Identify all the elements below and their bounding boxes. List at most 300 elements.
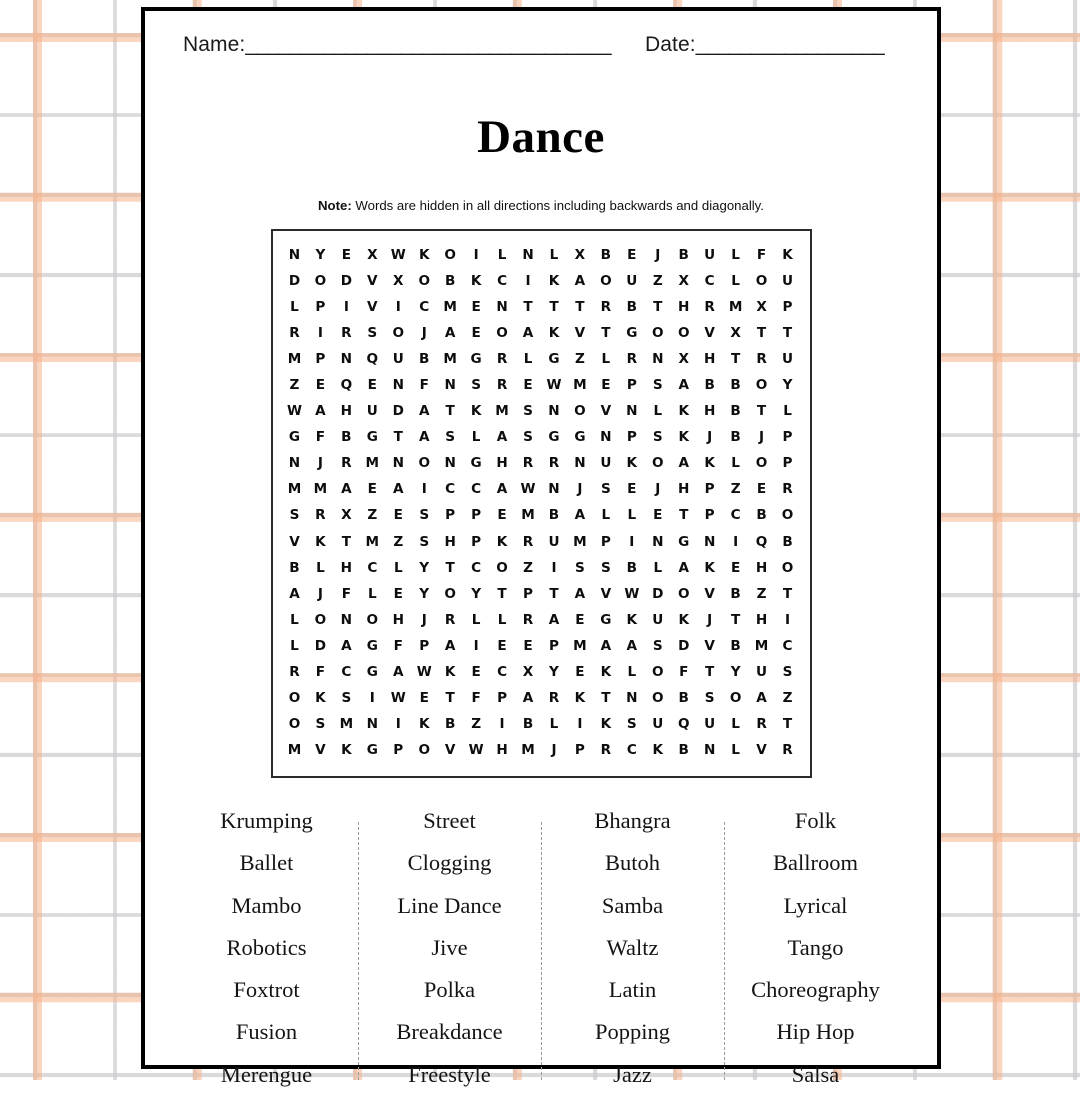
grid-cell[interactable]: M [287,481,302,498]
grid-cell[interactable]: L [471,429,481,446]
grid-cell[interactable]: C [367,559,378,576]
grid-cell[interactable]: K [600,663,612,680]
grid-cell[interactable]: E [575,663,585,680]
grid-cell[interactable]: S [445,429,456,446]
grid-cell[interactable]: M [443,299,457,316]
grid-cell[interactable]: R [496,377,508,394]
grid-cell[interactable]: V [756,741,767,758]
grid-cell[interactable]: G [600,611,612,628]
grid-cell[interactable]: K [315,533,326,550]
grid-cell[interactable]: A [626,637,638,654]
grid-cell[interactable]: C [730,507,741,524]
grid-cell[interactable]: A [574,273,586,290]
grid-cell[interactable]: K [678,429,689,446]
grid-cell[interactable]: O [677,325,690,342]
grid-cell[interactable]: A [678,559,689,576]
grid-cell[interactable]: O [418,273,430,290]
grid-cell[interactable]: T [549,585,559,602]
grid-cell[interactable]: L [549,715,559,732]
grid-cell[interactable]: V [289,533,300,550]
grid-cell[interactable]: V [367,273,378,290]
grid-cell[interactable]: F [315,663,326,680]
grid-cell[interactable]: E [756,481,767,498]
grid-cell[interactable]: S [367,325,378,342]
word-list-item[interactable]: Foxtrot [233,977,300,1003]
grid-cell[interactable]: N [288,455,301,472]
grid-cell[interactable]: Z [367,507,378,524]
grid-cell[interactable]: B [730,585,741,602]
grid-cell[interactable]: D [340,273,353,290]
grid-cell[interactable]: O [781,559,794,576]
grid-cell[interactable]: E [523,377,533,394]
grid-cell[interactable]: E [497,507,507,524]
grid-cell[interactable]: P [548,637,559,654]
grid-cell[interactable]: B [730,637,741,654]
grid-cell[interactable]: U [652,611,664,628]
grid-cell[interactable]: M [287,351,302,368]
grid-cell[interactable]: A [678,455,689,472]
grid-cell[interactable]: Y [315,247,326,263]
grid-cell[interactable]: T [575,299,585,316]
grid-cell[interactable]: P [523,585,533,602]
grid-cell[interactable]: E [471,299,481,316]
grid-cell[interactable]: L [497,611,507,628]
grid-cell[interactable]: W [416,663,432,680]
grid-cell[interactable]: H [444,533,456,550]
grid-cell[interactable]: R [289,325,300,342]
grid-cell[interactable]: P [419,637,430,654]
grid-cell[interactable]: H [340,403,353,420]
grid-cell[interactable]: M [573,377,587,394]
grid-cell[interactable]: Q [755,533,768,550]
grid-cell[interactable]: N [340,611,353,628]
grid-cell[interactable]: V [315,741,326,758]
grid-cell[interactable]: N [652,533,664,550]
date-field[interactable] [645,33,884,57]
grid-cell[interactable]: J [707,429,713,446]
grid-cell[interactable]: A [418,403,430,420]
word-list-item[interactable]: Waltz [606,934,659,960]
grid-cell[interactable]: B [419,351,430,368]
grid-cell[interactable]: D [678,637,690,654]
grid-cell[interactable]: J [317,455,323,472]
grid-cell[interactable]: J [317,585,323,602]
grid-cell[interactable]: P [782,299,793,316]
grid-cell[interactable]: O [444,585,456,602]
grid-cell[interactable]: B [730,403,741,420]
grid-cell[interactable]: Z [523,559,533,576]
word-list-item[interactable]: Line Dance [397,892,502,918]
grid-cell[interactable]: X [341,507,352,524]
grid-cell[interactable]: P [704,481,715,498]
grid-cell[interactable]: R [782,741,793,758]
grid-cell[interactable]: P [471,507,482,524]
grid-cell[interactable]: O [651,455,664,472]
grid-cell[interactable]: B [626,299,637,316]
grid-cell[interactable]: A [678,377,689,394]
grid-cell[interactable]: B [341,429,352,446]
grid-cell[interactable]: C [445,481,456,498]
grid-cell[interactable]: A [522,325,534,342]
name-field[interactable] [183,33,611,57]
grid-cell[interactable]: I [525,273,531,290]
grid-cell[interactable]: A [574,585,586,602]
grid-cell[interactable]: I [499,715,505,732]
word-list-item[interactable]: Choreography [751,977,880,1003]
grid-cell[interactable]: R [522,533,534,550]
word-list-item[interactable]: Street [423,807,476,833]
word-list-item[interactable]: Freestyle [408,1061,491,1087]
grid-cell[interactable]: A [756,689,767,706]
grid-cell[interactable]: E [730,559,741,576]
grid-cell[interactable]: L [393,559,403,576]
grid-cell[interactable]: I [629,533,635,550]
grid-cell[interactable]: S [600,481,611,498]
grid-cell[interactable]: U [600,455,612,472]
word-list-item[interactable]: Krumping [220,807,313,833]
grid-cell[interactable]: E [367,377,377,394]
word-list-item[interactable]: Mambo [231,892,302,918]
grid-cell[interactable]: J [551,741,557,758]
grid-cell[interactable]: L [523,351,533,368]
grid-cell[interactable]: O [418,455,430,472]
grid-cell[interactable]: F [315,429,326,446]
word-list-item[interactable]: Jazz [613,1061,652,1087]
word-list-item[interactable]: Polka [423,977,476,1003]
grid-cell[interactable]: K [652,741,664,758]
grid-cell[interactable]: M [365,533,380,550]
grid-cell[interactable]: L [316,559,325,576]
grid-cell[interactable]: E [601,377,611,394]
grid-cell[interactable]: N [496,299,508,316]
grid-cell[interactable]: N [600,429,612,446]
grid-cell[interactable]: N [548,481,560,498]
grid-cell[interactable]: B [289,559,300,576]
grid-cell[interactable]: J [655,247,661,263]
grid-cell[interactable]: G [288,429,301,446]
grid-cell[interactable]: T [756,403,767,420]
grid-cell[interactable]: V [367,299,378,316]
grid-cell[interactable]: B [782,533,793,550]
grid-cell[interactable]: E [497,637,507,654]
grid-cell[interactable]: S [419,507,430,524]
grid-cell[interactable]: Y [419,559,430,576]
word-list-item[interactable]: Jive [431,934,468,960]
grid-cell[interactable]: L [290,637,299,654]
grid-cell[interactable]: R [756,715,767,732]
grid-cell[interactable]: T [653,299,663,316]
grid-cell[interactable]: X [367,247,378,263]
grid-cell[interactable]: A [341,481,352,498]
grid-cell[interactable]: X [574,247,586,263]
grid-cell[interactable]: H [496,741,508,758]
grid-cell[interactable]: I [395,299,401,316]
grid-cell[interactable]: S [652,637,663,654]
grid-cell[interactable]: B [730,377,741,394]
grid-cell[interactable]: T [601,325,611,342]
grid-cell[interactable]: E [419,689,429,706]
grid-cell[interactable]: H [755,559,768,576]
grid-cell[interactable]: N [444,377,456,394]
grid-cell[interactable]: K [470,273,482,290]
grid-cell[interactable]: L [601,351,611,368]
grid-cell[interactable]: H [678,481,690,498]
grid-cell[interactable]: W [624,585,640,602]
grid-cell[interactable]: G [678,533,690,550]
grid-cell[interactable]: L [497,247,507,263]
grid-cell[interactable]: G [548,429,560,446]
grid-cell[interactable]: K [341,741,352,758]
word-list-item[interactable]: Latin [608,977,657,1003]
grid-cell[interactable]: R [704,299,715,316]
grid-cell[interactable]: A [444,325,456,342]
grid-cell[interactable]: K [470,403,482,420]
grid-cell[interactable]: Y [419,585,430,602]
grid-cell[interactable]: B [756,507,767,524]
grid-cell[interactable]: T [393,429,403,446]
grid-cell[interactable]: N [703,533,716,550]
grid-cell[interactable]: E [575,611,585,628]
grid-cell[interactable]: Z [471,715,482,732]
grid-cell[interactable]: I [395,715,401,732]
grid-cell[interactable]: O [418,741,430,758]
grid-cell[interactable]: V [574,325,586,342]
word-list-item[interactable]: Hip Hop [776,1019,855,1045]
grid-cell[interactable]: T [679,507,689,524]
grid-cell[interactable]: V [704,637,715,654]
word-list-item[interactable]: Fusion [235,1019,298,1045]
grid-cell[interactable]: L [731,455,740,472]
grid-cell[interactable]: I [784,611,791,628]
grid-cell[interactable]: C [497,273,508,290]
grid-cell[interactable]: Z [393,533,404,550]
grid-cell[interactable]: E [471,325,481,342]
grid-cell[interactable]: C [419,299,430,316]
grid-cell[interactable]: N [366,715,379,732]
grid-cell[interactable]: Z [652,273,663,290]
grid-cell[interactable]: X [730,325,741,342]
grid-cell[interactable]: T [497,585,507,602]
grid-cell[interactable]: G [366,429,378,446]
grid-cell[interactable]: B [522,715,534,732]
grid-cell[interactable]: S [704,689,715,706]
grid-cell[interactable]: C [341,663,352,680]
grid-cell[interactable]: B [704,377,715,394]
grid-cell[interactable]: V [444,741,456,758]
grid-cell[interactable]: V [704,585,715,602]
grid-cell[interactable]: B [626,559,637,576]
grid-cell[interactable]: T [445,689,455,706]
grid-cell[interactable]: L [367,585,377,602]
grid-cell[interactable]: D [314,637,327,654]
grid-cell[interactable]: J [577,481,583,498]
word-list-item[interactable]: Merengue [220,1061,313,1087]
grid-cell[interactable]: L [471,611,481,628]
grid-cell[interactable]: R [289,663,300,680]
grid-cell[interactable]: B [444,715,456,732]
grid-cell[interactable]: A [522,689,534,706]
grid-cell[interactable]: F [341,585,352,602]
grid-cell[interactable]: B [678,247,689,263]
grid-cell[interactable]: N [626,403,638,420]
grid-cell[interactable]: T [782,715,793,732]
grid-cell[interactable]: E [627,247,637,263]
grid-cell[interactable]: B [548,507,560,524]
grid-cell[interactable]: K [496,533,508,550]
grid-cell[interactable]: A [548,611,560,628]
grid-cell[interactable]: P [445,507,456,524]
grid-cell[interactable]: N [340,351,353,368]
grid-cell[interactable]: U [548,533,560,550]
grid-cell[interactable]: O [651,689,664,706]
grid-cell[interactable]: Z [574,351,585,368]
grid-cell[interactable]: E [393,585,403,602]
grid-cell[interactable]: R [548,689,560,706]
grid-cell[interactable]: K [444,663,456,680]
grid-cell[interactable]: O [677,585,690,602]
grid-cell[interactable]: L [653,559,663,576]
grid-cell[interactable]: Y [730,663,741,680]
grid-cell[interactable]: I [317,325,323,342]
grid-cell[interactable]: O [755,455,768,472]
grid-cell[interactable]: B [678,689,689,706]
grid-cell[interactable]: M [754,637,769,654]
grid-cell[interactable]: P [782,455,793,472]
grid-cell[interactable]: I [343,299,349,316]
grid-cell[interactable]: S [600,559,611,576]
grid-cell[interactable]: P [315,351,326,368]
grid-cell[interactable]: X [678,351,689,368]
grid-cell[interactable]: X [678,273,689,290]
grid-cell[interactable]: K [418,715,430,732]
grid-cell[interactable]: F [393,637,403,654]
grid-cell[interactable]: U [392,351,404,368]
grid-cell[interactable]: U [366,403,378,420]
word-list-item[interactable]: Lyrical [783,892,848,918]
grid-cell[interactable]: W [286,403,302,420]
grid-cell[interactable]: A [315,403,326,420]
grid-cell[interactable]: E [471,663,481,680]
grid-cell[interactable]: L [290,299,299,316]
grid-cell[interactable]: B [444,273,456,290]
grid-cell[interactable]: E [393,507,403,524]
grid-cell[interactable]: S [341,689,352,706]
grid-cell[interactable]: W [546,377,562,394]
grid-cell[interactable]: D [652,585,664,602]
grid-cell[interactable]: O [392,325,405,342]
grid-cell[interactable]: K [626,611,638,628]
grid-cell[interactable]: U [782,273,794,290]
letter-grid[interactable] [282,242,801,763]
grid-cell[interactable]: I [551,559,557,576]
grid-cell[interactable]: N [574,455,586,472]
grid-cell[interactable]: K [704,455,715,472]
grid-cell[interactable]: M [313,481,328,498]
grid-cell[interactable]: R [496,351,508,368]
grid-cell[interactable]: T [341,533,351,550]
grid-cell[interactable]: H [392,611,404,628]
grid-cell[interactable]: Z [730,481,741,498]
grid-cell[interactable]: F [679,663,689,680]
grid-cell[interactable]: N [703,741,716,758]
grid-cell[interactable]: T [445,403,455,420]
grid-cell[interactable]: J [421,325,427,342]
grid-cell[interactable]: K [600,715,612,732]
grid-cell[interactable]: T [549,299,559,316]
grid-cell[interactable]: G [366,741,378,758]
grid-cell[interactable]: K [678,403,689,420]
grid-cell[interactable]: L [653,403,663,420]
grid-cell[interactable]: I [369,689,375,706]
grid-cell[interactable]: U [782,351,794,368]
grid-cell[interactable]: A [444,637,456,654]
grid-cell[interactable]: F [756,247,767,263]
grid-cell[interactable]: I [473,637,479,654]
grid-cell[interactable]: O [288,715,301,732]
grid-cell[interactable]: K [574,689,586,706]
grid-cell[interactable]: L [627,507,637,524]
grid-cell[interactable]: A [496,481,508,498]
word-list-item[interactable]: Butoh [604,850,660,876]
word-list-item[interactable]: Ballroom [773,850,858,876]
grid-cell[interactable]: H [496,455,508,472]
word-list-item[interactable]: Tango [787,934,844,960]
grid-cell[interactable]: A [393,663,404,680]
grid-cell[interactable]: M [287,741,302,758]
grid-cell[interactable]: P [315,299,326,316]
grid-cell[interactable]: B [678,741,689,758]
grid-cell[interactable]: E [523,637,533,654]
grid-cell[interactable]: F [471,689,481,706]
word-list-item[interactable]: Folk [794,807,837,833]
grid-cell[interactable]: L [731,741,740,758]
grid-cell[interactable]: Q [366,351,379,368]
grid-cell[interactable]: L [627,663,637,680]
grid-cell[interactable]: K [548,273,560,290]
grid-cell[interactable]: Y [549,663,559,680]
grid-cell[interactable]: E [341,247,352,263]
grid-cell[interactable]: W [390,247,406,263]
grid-cell[interactable]: E [627,481,637,498]
grid-cell[interactable]: A [289,585,300,602]
grid-cell[interactable]: X [756,299,767,316]
grid-cell[interactable]: S [782,663,793,680]
grid-cell[interactable]: G [626,325,638,342]
grid-cell[interactable]: P [626,377,637,394]
grid-cell[interactable]: C [626,741,637,758]
grid-cell[interactable]: C [782,637,793,654]
grid-cell[interactable]: X [393,273,404,290]
grid-cell[interactable]: Z [782,689,793,706]
grid-cell[interactable]: C [471,559,482,576]
grid-cell[interactable]: L [290,611,299,628]
grid-cell[interactable]: S [626,715,637,732]
grid-cell[interactable]: G [470,455,482,472]
grid-cell[interactable]: U [626,273,638,290]
grid-cell[interactable]: J [655,481,661,498]
grid-cell[interactable]: K [704,559,715,576]
grid-cell[interactable]: K [678,611,689,628]
grid-cell[interactable]: S [523,403,533,420]
grid-cell[interactable]: J [759,429,765,446]
grid-cell[interactable]: P [704,507,715,524]
grid-cell[interactable]: R [782,481,793,498]
grid-cell[interactable]: H [755,611,768,628]
grid-cell[interactable]: R [756,351,767,368]
date-write-line[interactable]: _________________ [695,33,885,56]
grid-cell[interactable]: R [315,507,326,524]
word-list-item[interactable]: Bhangra [594,807,671,833]
